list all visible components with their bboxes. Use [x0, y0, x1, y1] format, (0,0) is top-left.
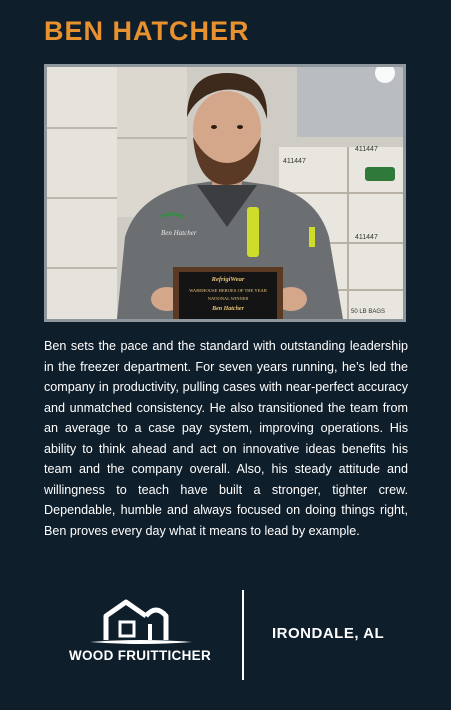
honoree-bio: Ben sets the pace and the standard with outstanding leadership in the freezer department. For seven years running, he’s led the company in productivity, pulling cases with near-perfect accuracy and unmatched consistency. He also transitioned the team from an average to a case pay system, improving operations. His ability to think ahead and act on innovative ideas benefits his team and the company overall. Also, his steady attitude and willingness to teach have built a stronger, tighter crew. Dependable, humble and always focused on doing things right, Ben proves every day what it means to lead by example.	[44, 339, 408, 538]
bag-label: 50 LB BAGS	[351, 309, 386, 315]
box-label-2: 411447	[355, 146, 378, 153]
box-label-3: 411447	[355, 234, 378, 241]
box-label-1: 411447	[283, 158, 306, 165]
award-plaque	[173, 267, 283, 319]
honoree-name: BEN HATCHER	[44, 16, 250, 46]
photo-illustration	[47, 67, 403, 319]
plaque-line-2: NATIONAL WINNER	[207, 296, 249, 301]
jacket-embroidery: Ben Hatcher	[161, 229, 197, 237]
divider	[242, 590, 244, 680]
plaque-line-1: WAREHOUSE HEROES OF THE YEAR	[189, 288, 267, 293]
plaque-line-3: Ben Hatcher	[212, 306, 244, 312]
location: IRONDALE, AL	[272, 625, 385, 642]
plaque-brand: RefrigiWear	[211, 276, 245, 283]
honoree-photo	[44, 64, 406, 322]
company-logo	[60, 596, 220, 676]
company-name: WOOD FRUITTICHER	[68, 648, 212, 663]
box-logo-icon	[365, 167, 395, 181]
barn-logo-icon	[60, 596, 220, 648]
